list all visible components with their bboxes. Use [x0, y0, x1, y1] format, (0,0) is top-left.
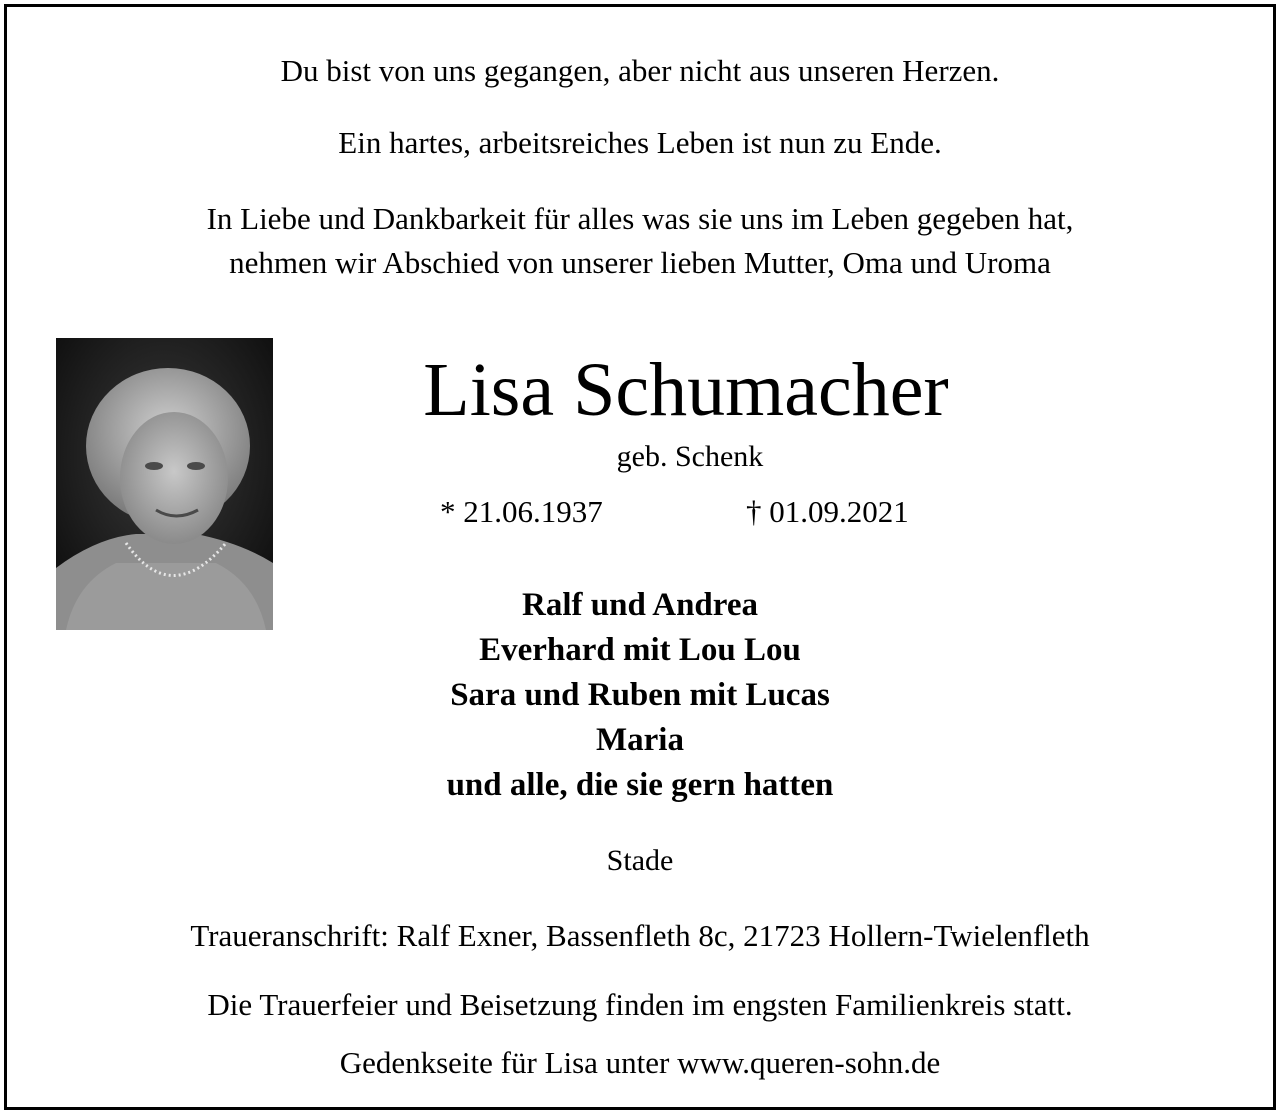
mourner-line: Everhard mit Lou Lou — [479, 632, 801, 668]
death-date: † 01.09.2021 — [746, 494, 909, 529]
birth-date: * 21.06.1937 — [440, 494, 603, 529]
location: Stade — [606, 844, 674, 877]
ceremony-note: Die Trauerfeier und Beisetzung finden im engsten Familienkreis statt. — [207, 987, 1073, 1022]
mourner-line: und alle, die sie gern hatten — [446, 767, 834, 803]
mourner-line: Maria — [596, 722, 684, 758]
mourner-line: Ralf und Andrea — [522, 587, 758, 623]
intro-line-1: Du bist von uns gegangen, aber nicht aus unseren Herzen. — [280, 53, 1000, 88]
intro-line-2: Ein hartes, arbeitsreiches Leben ist nun zu Ende. — [338, 125, 942, 160]
mourner-line: Sara und Ruben mit Lucas — [450, 677, 830, 713]
birth-name: geb. Schenk — [616, 440, 764, 473]
mourning-address: Traueranschrift: Ralf Exner, Bassenfleth 8c, 21723 Hollern-Twielenfleth — [190, 918, 1090, 953]
intro-line-3: In Liebe und Dankbarkeit für alles was sie uns im Leben gegeben hat, — [206, 201, 1074, 236]
memorial-page: Gedenkseite für Lisa unter www.queren-sohn.de — [339, 1045, 941, 1080]
deceased-name: Lisa Schumacher — [423, 348, 949, 432]
intro-line-4: nehmen wir Abschied von unserer lieben Mutter, Oma und Uroma — [229, 245, 1051, 280]
